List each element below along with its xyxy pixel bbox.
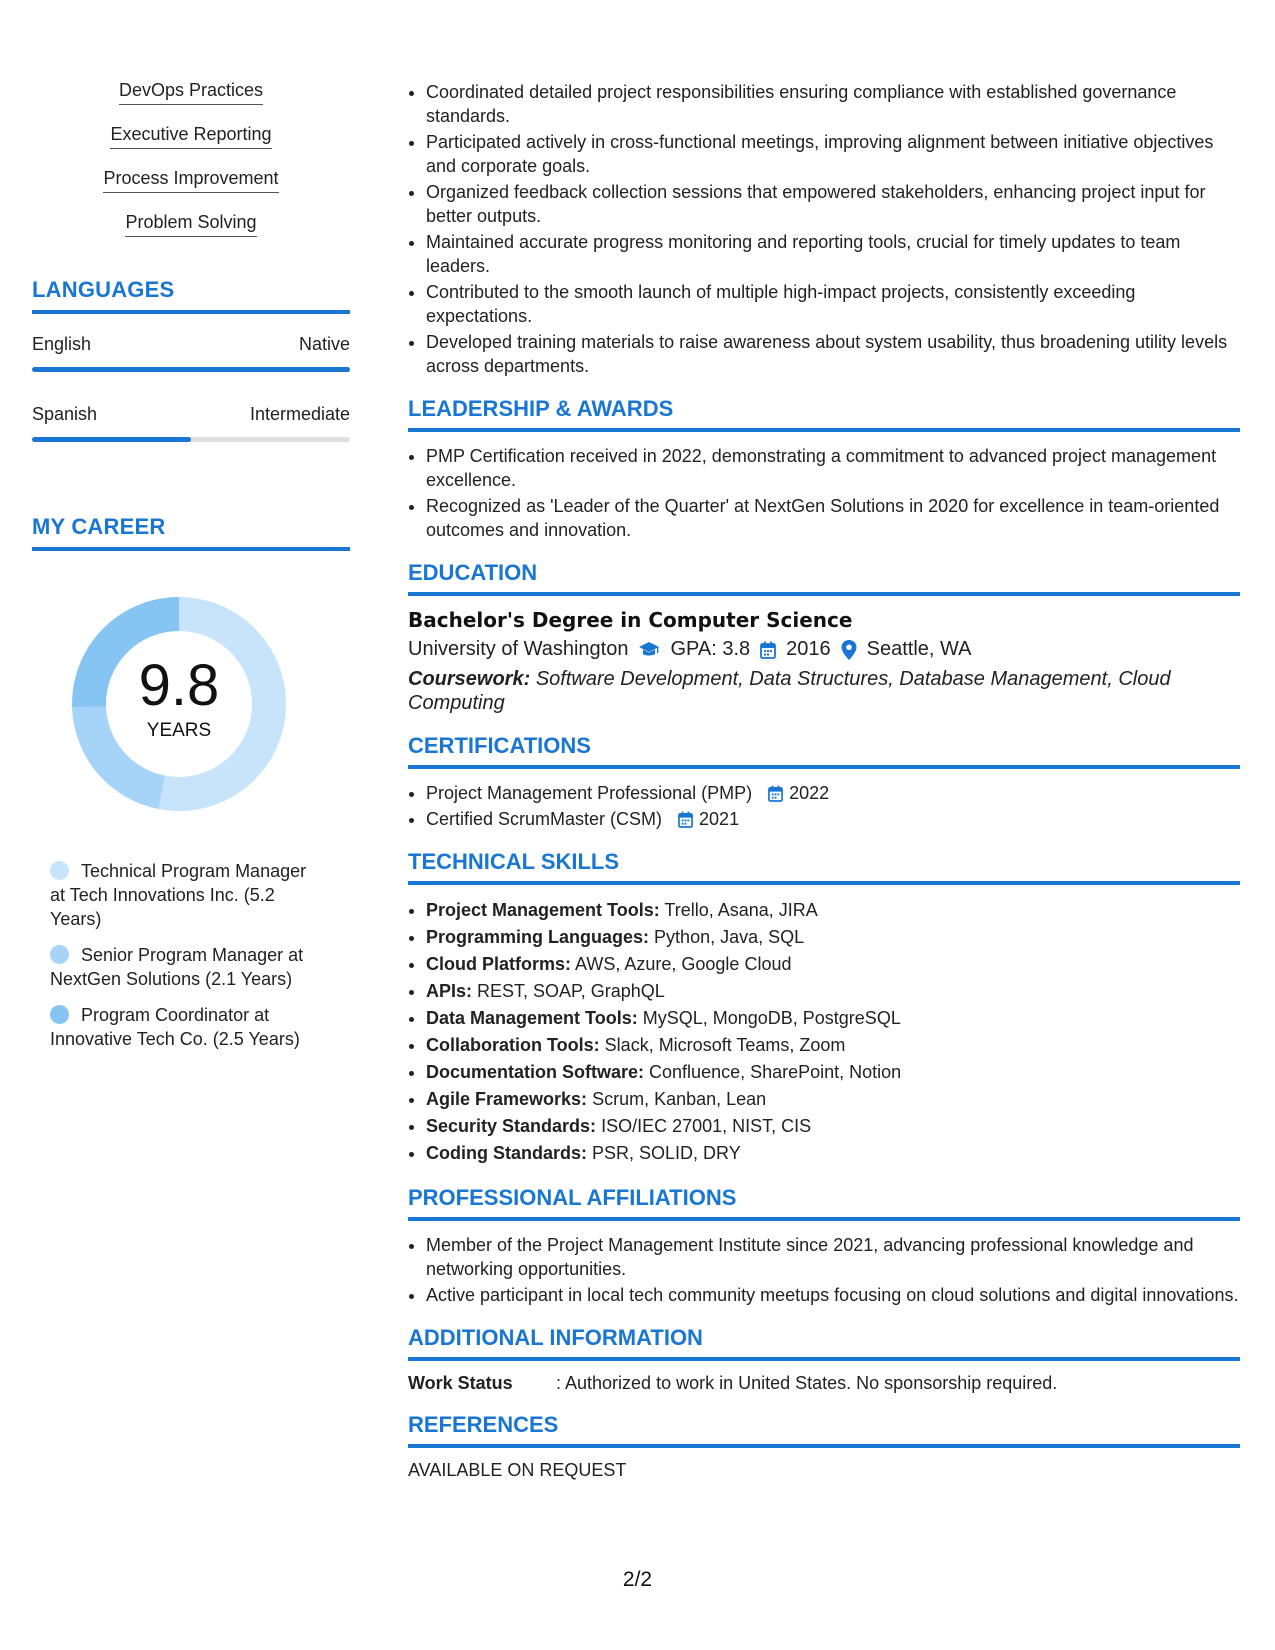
affiliations-section [408,1185,1240,1307]
work-status-label: Work Status [408,1373,513,1393]
skill-values: Trello, Asana, JIRA [664,900,818,920]
right-column [408,80,1240,1481]
skill-category: Collaboration Tools: [426,1035,600,1055]
education-section [408,560,1240,715]
career-legend-label: Technical Program Manager at Tech Innovations Inc. (5.2 Years) [50,861,307,929]
awards-heading: LEADERSHIP & AWARDS [408,396,1240,432]
skills-list [32,80,350,237]
technical-skill-item [426,1113,1240,1140]
certification-year: 2022 [789,783,830,803]
experience-bullet: • Contributed to the smooth launch of multiple high-impact projects, consistently exceeding expectations. [426,280,1240,328]
skill-values: REST, SOAP, GraphQL [477,981,665,1001]
experience-bullet: • Participated actively in cross-functional meetings, improving alignment between initiative objectives and corporate goals. [426,130,1240,178]
career-donut-chart [64,589,294,819]
map-pin-icon [841,640,857,660]
skill-category: Cloud Platforms: [426,954,572,974]
skill-item [32,212,350,237]
skill-label: DevOps Practices [119,80,263,105]
school-name: University of Washington [408,638,629,660]
graduation-year: 2016 [786,638,831,660]
career-legend [50,859,320,1051]
technical-skill-item [426,951,1240,978]
certification-item [426,781,1240,805]
certification-year: 2021 [699,809,740,829]
experience-bullets [408,80,1240,378]
coursework-label: Coursework: [408,668,531,690]
skill-category: Agile Frameworks: [426,1089,588,1109]
certifications-heading: CERTIFICATIONS [408,733,1240,769]
skill-category: APIs: [426,981,473,1001]
additional-info-section [408,1325,1240,1394]
coursework [408,667,1240,715]
languages-heading: LANGUAGES [32,277,350,314]
language-level: Native [298,334,350,354]
technical-skill-item [426,1086,1240,1113]
language-proficiency-fill [32,367,350,372]
awards-section [408,396,1240,542]
career-legend-item [50,1003,320,1051]
experience-bullet: • Organized feedback collection sessions that empowered stakeholders, enhancing project input for better outputs. [426,180,1240,228]
certification-name: • Project Management Professional (PMP) [426,783,753,803]
career-legend-label: Program Coordinator at Innovative Tech Co. (2.5 Years) [50,1005,300,1049]
technical-skill-item [426,1059,1240,1086]
calendar-icon [678,811,693,828]
experience-bullet: • Maintained accurate progress monitoring and reporting tools, crucial for timely updates to team leaders. [426,230,1240,278]
additional-info-heading: ADDITIONAL INFORMATION [408,1325,1240,1361]
career-legend-label: Senior Program Manager at NextGen Solutions (2.1 Years) [50,945,304,989]
technical-skill-item [426,1140,1240,1167]
skill-label: Executive Reporting [110,124,271,149]
legend-dot [50,945,69,964]
skill-category: Coding Standards: [426,1143,587,1163]
technical-skills-section [408,849,1240,1167]
skill-item [32,168,350,193]
career-legend-item [50,859,320,931]
degree-title: Bachelor's Degree in Computer Science [408,608,853,632]
coursework-value: Software Development, Data Structures, Database Management, Cloud Computing [408,668,1171,714]
technical-skills-heading: TECHNICAL SKILLS [408,849,1240,885]
skill-values: ISO/IEC 27001, NIST, CIS [601,1116,812,1136]
skill-label: Problem Solving [125,212,256,237]
legend-dot [50,861,69,880]
affiliation-item: • Active participant in local tech community meetups focusing on cloud solutions and digital innovations. [426,1283,1240,1307]
language-proficiency-bar [32,367,350,372]
calendar-icon [768,785,783,802]
references-section [408,1412,1240,1481]
skill-values: MySQL, MongoDB, PostgreSQL [642,1008,901,1028]
skill-category: Documentation Software: [426,1062,645,1082]
skill-label: Process Improvement [103,168,278,193]
language-english [32,334,350,372]
career-legend-item [50,943,320,991]
affiliations-heading: PROFESSIONAL AFFILIATIONS [408,1185,1240,1221]
language-proficiency-fill [32,437,191,442]
work-status-value: : Authorized to work in United States. No sponsorship required. [556,1373,1058,1393]
certification-name: • Certified ScrumMaster (CSM) [426,809,663,829]
skill-values: Scrum, Kanban, Lean [592,1089,767,1109]
skill-item [32,124,350,149]
technical-skill-item [426,924,1240,951]
affiliation-item: • Member of the Project Management Institute since 2021, advancing professional knowledge and networking opportunities. [426,1233,1240,1281]
award-item: • Recognized as 'Leader of the Quarter' at NextGen Solutions in 2020 for excellence in team-oriented outcomes and innovation. [426,494,1240,542]
language-proficiency-bar [32,437,350,442]
skill-item [32,80,350,105]
gpa: GPA: 3.8 [670,638,751,660]
language-name: Spanish [32,404,98,424]
references-heading: REFERENCES [408,1412,1240,1448]
education-heading: EDUCATION [408,560,1240,596]
experience-bullet: • Developed training materials to raise awareness about system usability, thus broadening utility levels across departments. [426,330,1240,378]
skill-values: PSR, SOLID, DRY [592,1143,741,1163]
certifications-section [408,733,1240,831]
skill-values: AWS, Azure, Google Cloud [575,954,792,974]
left-column [32,80,350,1063]
career-total-unit: YEARS [146,720,212,741]
page-number: 2/2 [622,1568,653,1591]
skill-values: Slack, Microsoft Teams, Zoom [604,1035,846,1055]
education-meta [408,638,1240,661]
career-total-years: 9.8 [138,653,220,718]
award-item: • PMP Certification received in 2022, demonstrating a commitment to advanced project management excellence. [426,444,1240,492]
technical-skills-list [408,897,1240,1167]
skill-category: Programming Languages: [426,927,650,947]
skill-category: Project Management Tools: [426,900,660,920]
skill-values: Confluence, SharePoint, Notion [649,1062,902,1082]
references-text: AVAILABLE ON REQUEST [408,1460,627,1480]
technical-skill-item [426,1005,1240,1032]
education-location: Seattle, WA [866,638,972,660]
skill-category: Data Management Tools: [426,1008,638,1028]
legend-dot [50,1005,69,1024]
graduation-cap-icon [638,641,660,659]
language-spanish [32,404,350,442]
language-name: English [32,334,92,354]
technical-skill-item [426,1032,1240,1059]
certification-item [426,807,1240,831]
experience-bullet: • Coordinated detailed project responsibilities ensuring compliance with established governance standards. [426,80,1240,128]
skill-category: Security Standards: [426,1116,597,1136]
language-level: Intermediate [249,404,350,424]
technical-skill-item [426,897,1240,924]
technical-skill-item [426,978,1240,1005]
calendar-icon [760,641,776,659]
skill-values: Python, Java, SQL [654,927,805,947]
career-heading: MY CAREER [32,514,350,551]
